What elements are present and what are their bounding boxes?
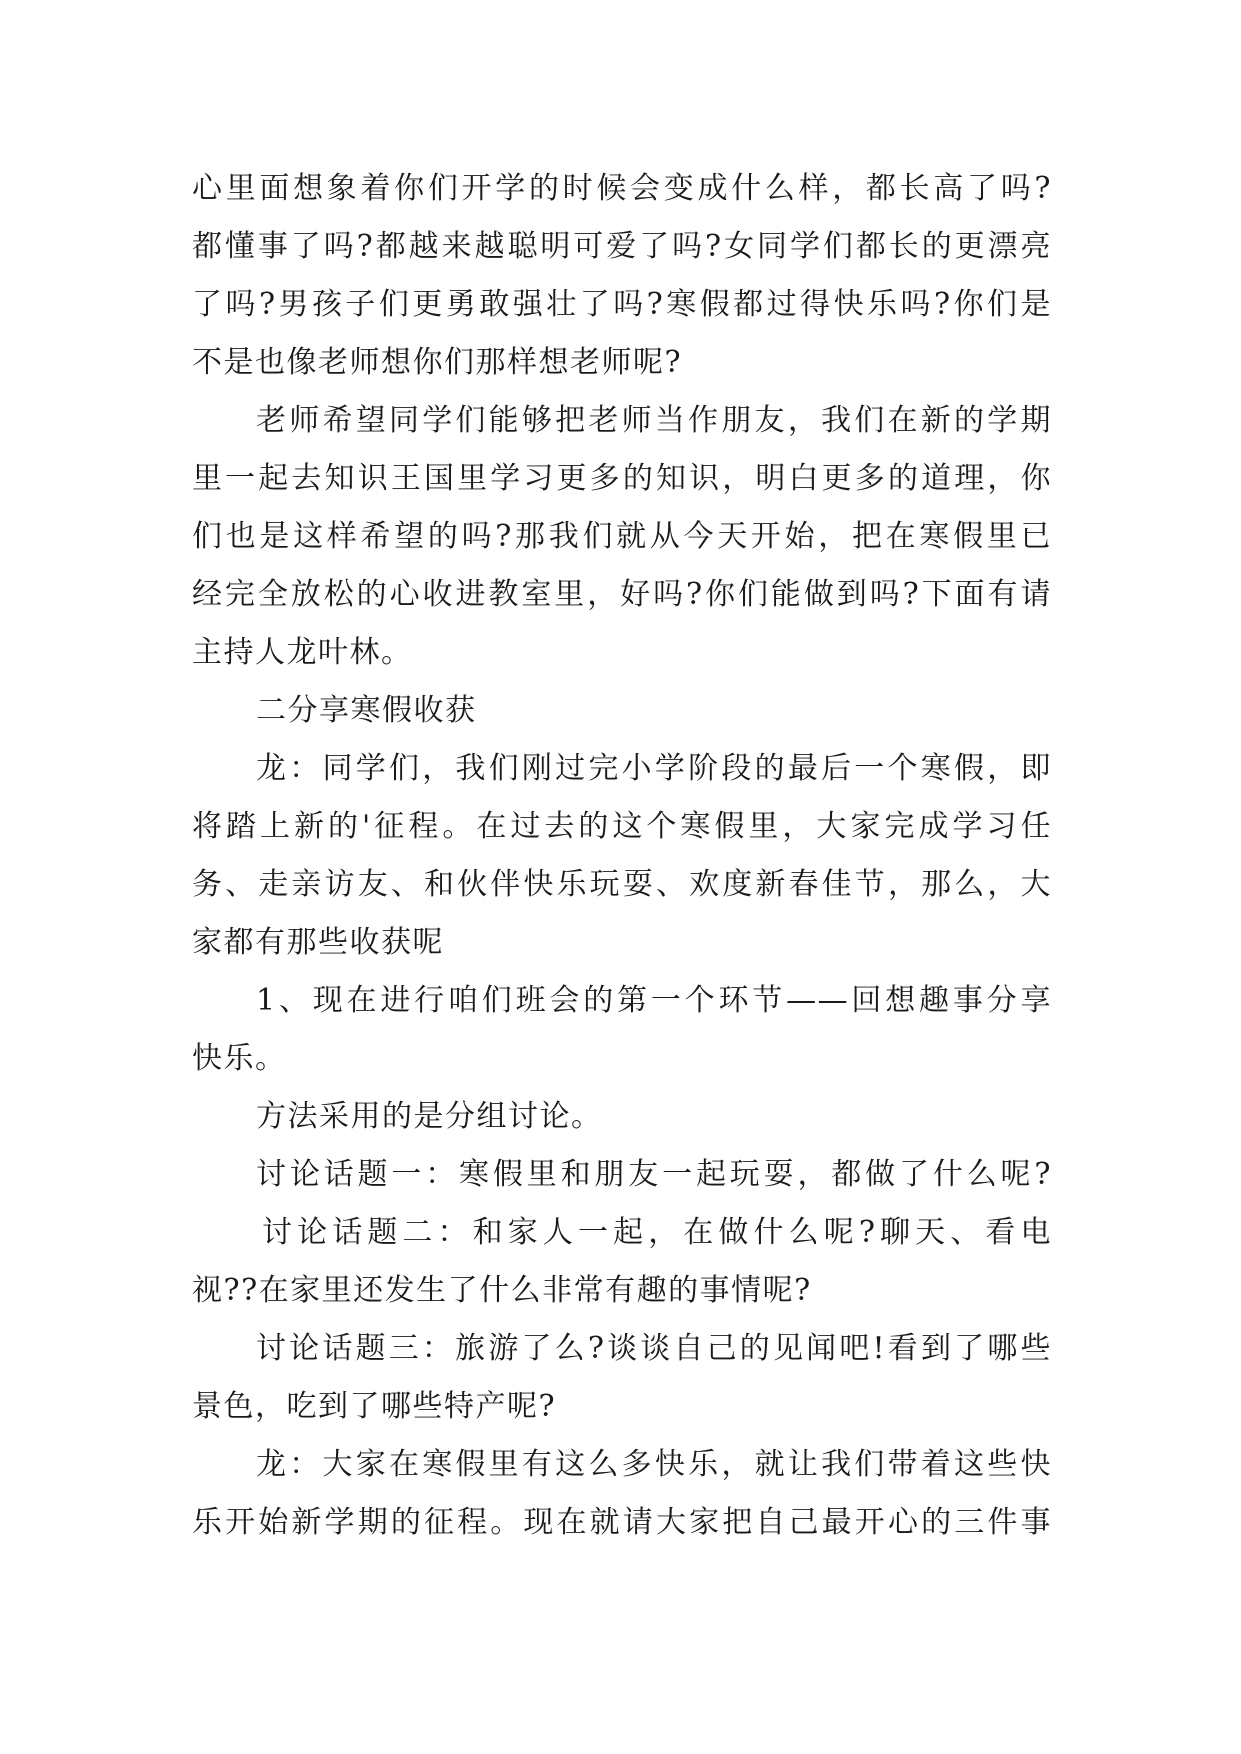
document-body bbox=[192, 160, 1052, 1552]
text-line: 视??在家里还发生了什么非常有趣的事情呢? bbox=[192, 1273, 812, 1308]
text-line: 将踏上新的'征程。在过去的这个寒假里，大家完成学习任 bbox=[192, 809, 1052, 844]
text-line: 二分享寒假收获 bbox=[256, 693, 477, 728]
text-line: 主持人龙叶林。 bbox=[192, 635, 413, 670]
text-line: 里一起去知识王国里学习更多的知识，明白更多的道理，你 bbox=[192, 461, 1052, 496]
text-line: 龙：大家在寒假里有这么多快乐，就让我们带着这些快 bbox=[256, 1447, 1052, 1482]
text-line: 方法采用的是分组讨论。 bbox=[256, 1099, 603, 1134]
text-line: 景色，吃到了哪些特产呢? bbox=[192, 1389, 557, 1424]
text-line: 务、走亲访友、和伙伴快乐玩耍、欢度新春佳节，那么，大 bbox=[192, 867, 1052, 902]
text-line: 家都有那些收获呢 bbox=[192, 925, 444, 960]
text-line: 讨论话题一：寒假里和朋友一起玩耍，都做了什么呢? bbox=[256, 1157, 1052, 1192]
text-line: 老师希望同学们能够把老师当作朋友，我们在新的学期 bbox=[256, 403, 1052, 438]
text-line: 讨论话题二：和家人一起，在做什么呢?聊天、看电 bbox=[262, 1215, 1052, 1250]
text-line: 讨论话题三：旅游了么?谈谈自己的见闻吧!看到了哪些 bbox=[256, 1331, 1052, 1366]
text-line: 乐开始新学期的征程。现在就请大家把自己最开心的三件事 bbox=[192, 1505, 1052, 1540]
text-line: 快乐。 bbox=[192, 1041, 287, 1076]
text-line: 经完全放松的心收进教室里，好吗?你们能做到吗?下面有请 bbox=[192, 577, 1052, 612]
text-line: 1、现在进行咱们班会的第一个环节——回想趣事分享 bbox=[256, 983, 1052, 1018]
text-line: 不是也像老师想你们那样想老师呢? bbox=[192, 345, 683, 380]
text-line: 龙：同学们，我们刚过完小学阶段的最后一个寒假，即 bbox=[256, 751, 1052, 786]
text-line: 都懂事了吗?都越来越聪明可爱了吗?女同学们都长的更漂亮 bbox=[192, 229, 1052, 264]
text-line: 了吗?男孩子们更勇敢强壮了吗?寒假都过得快乐吗?你们是 bbox=[192, 287, 1052, 322]
text-line: 们也是这样希望的吗?那我们就从今天开始，把在寒假里已 bbox=[192, 519, 1052, 554]
text-line: 心里面想象着你们开学的时候会变成什么样，都长高了吗? bbox=[192, 171, 1052, 206]
